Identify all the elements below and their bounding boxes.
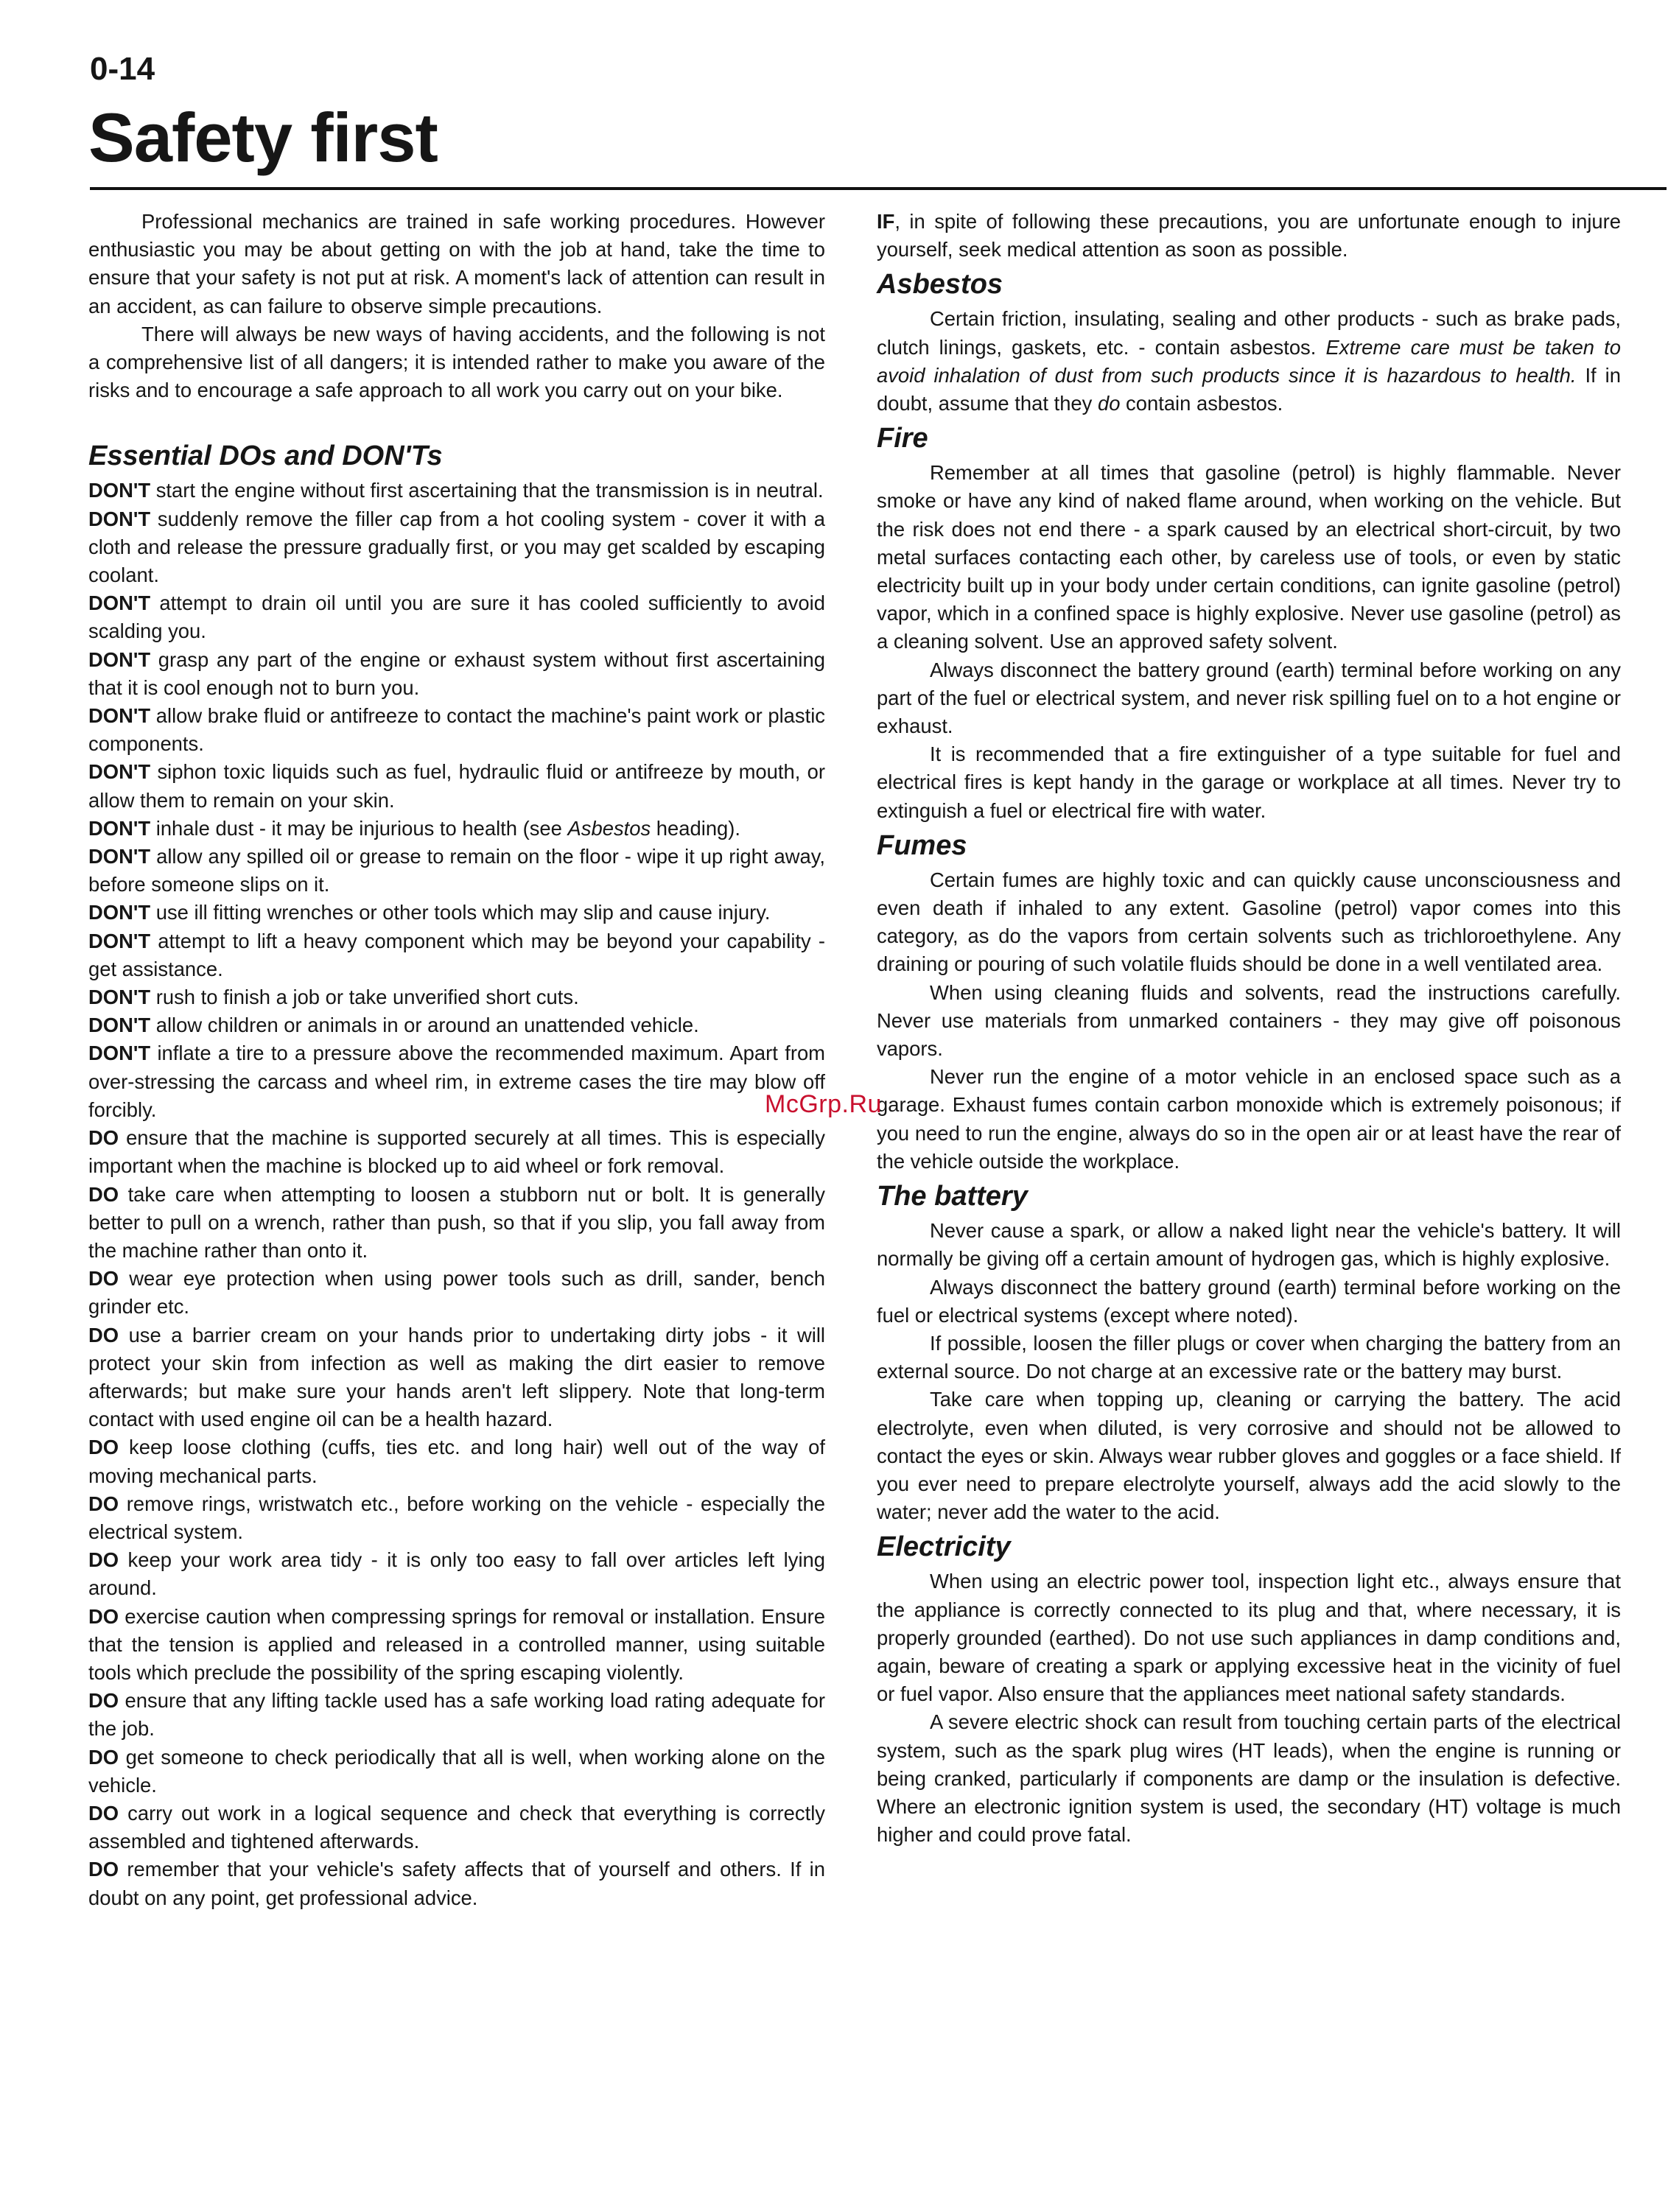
essentials-item-lead: DON'T <box>88 507 151 530</box>
page-number: 0-14 <box>90 51 155 87</box>
fire-heading: Fire <box>877 423 928 454</box>
essentials-item <box>88 758 825 814</box>
essentials-item-text: remember that your vehicle's safety affects that of yourself and others. If in doubt on any point, get professional advice. <box>88 1858 825 1909</box>
essentials-item-text: inflate a tire to a pressure above the recommended maximum. Apart from over-stressing the carcass and wheel rim, in extreme cases the tire may blow off forcibly. <box>88 1042 825 1121</box>
essentials-item-lead: DON'T <box>88 479 151 502</box>
essentials-item-text: siphon toxic liquids such as fuel, hydraulic fluid or antifreeze by mouth, or allow them to remain on your skin. <box>88 760 825 812</box>
fumes-paragraph: Certain fumes are highly toxic and can quickly cause unconsciousness and even death if inhaled to any extent. Gasoline (petrol) vapor comes into this category, as do the vapors from certain solvents such as trichloroethylene. Any draining or pouring of such volatile fluids should be done in a well ventilated area. <box>877 868 1621 976</box>
essentials-item-lead: DON'T <box>88 901 151 924</box>
essentials-item-lead: DO <box>88 1801 119 1825</box>
essentials-item <box>88 1603 825 1688</box>
if-text: , in spite of following these precautions, you are unfortunate enough to injure yourself, seek medical attention as soon as possible. <box>877 210 1621 261</box>
essentials-item-lead: DON'T <box>88 704 151 728</box>
essentials-item <box>88 1800 825 1855</box>
essentials-item <box>88 1124 825 1180</box>
battery-paragraph: Never cause a spark, or allow a naked light near the vehicle's battery. It will normally be giving off a certain amount of hydrogen gas, which is highly explosive. <box>877 1219 1621 1271</box>
essentials-item-lead: DON'T <box>88 1014 151 1037</box>
essentials-item-lead: DO <box>88 1745 119 1769</box>
essentials-item-text: inhale dust - it may be injurious to health (see <box>150 816 568 840</box>
essentials-item <box>88 983 825 1011</box>
intro-paragraph: There will always be new ways of having accidents, and the following is not a comprehensive list of all dangers; it is intended rather to make you aware of the risks and to encourage a safe approach to all work you carry out on your bike. <box>88 322 825 402</box>
essentials-item <box>88 1546 825 1602</box>
essentials-item-text: rush to finish a job or take unverified short cuts. <box>150 986 579 1009</box>
battery-paragraph: Always disconnect the battery ground (earth) terminal before working on the fuel or electrical systems (except where noted). <box>877 1275 1621 1327</box>
essentials-item-lead: DON'T <box>88 845 151 868</box>
essentials-item-text: keep your work area tidy - it is only too easy to fall over articles left lying around. <box>88 1548 825 1600</box>
essentials-item-lead: DON'T <box>88 647 151 671</box>
essentials-item-text: keep loose clothing (cuffs, ties etc. and long hair) well out of the way of moving mechanical parts. <box>88 1436 825 1487</box>
asbestos-heading: Asbestos <box>877 269 1003 301</box>
essentials-item-lead: DON'T <box>88 591 151 615</box>
fumes-paragraph: When using cleaning fluids and solvents, read the instructions carefully. Never use materials from unmarked containers - they may give off poisonous vapors. <box>877 980 1621 1061</box>
fire-paragraph: It is recommended that a fire extinguisher of a type suitable for fuel and electrical fires is kept handy in the garage or workplace at all times. Never try to extinguish a fuel or electrical fire with water. <box>877 742 1621 822</box>
essentials-item-lead: DON'T <box>88 986 151 1009</box>
essentials-item-text: attempt to lift a heavy component which may be beyond your capability - get assistance. <box>88 929 825 980</box>
essentials-item-tail: heading). <box>651 816 741 840</box>
essentials-item-text: get someone to check periodically that all is well, when working alone on the vehicle. <box>88 1745 825 1797</box>
essentials-item-text: allow brake fluid or antifreeze to contact the machine's paint work or plastic components. <box>88 704 825 756</box>
essentials-item-text: use ill fitting wrenches or other tools which may slip and cause injury. <box>150 901 771 924</box>
essentials-item <box>88 1011 825 1039</box>
battery-paragraph: If possible, loosen the filler plugs or cover when charging the battery from an external source. Do not charge at an excessive rate or the battery may burst. <box>877 1331 1621 1383</box>
watermark: McGrp.Ru <box>765 1090 882 1118</box>
battery-paragraph: Take care when topping up, cleaning or carrying the battery. The acid electrolyte, even when diluted, is very corrosive and should not be allowed to contact the eyes or skin. Always wear rubber gloves and goggles or a face shield. If you ever need to prepare electrolyte yourself, always add the acid slowly to the water; never add the water to the acid. <box>877 1388 1621 1524</box>
essentials-item-lead: DO <box>88 1436 119 1459</box>
electricity-paragraph: When using an electric power tool, inspection light etc., always ensure that the appliance is correctly connected to its plug and that, where necessary, it is properly grounded (earthed). Do not use such appliances in damp conditions and, again, beware of creating a spark or applying excessive heat in the vicinity of fuel or fuel vapor. Also ensure that the appliances meet national safety standards. <box>877 1570 1621 1706</box>
essentials-item-text: suddenly remove the filler cap from a hot cooling system - cover it with a cloth and release the pressure gradually first, or you may get scalded by escaping coolant. <box>88 507 825 587</box>
fumes-paragraph: Never run the engine of a motor vehicle in an enclosed space such as a garage. Exhaust fumes contain carbon monoxide which is extremely poisonous; if you need to run the engine, always do so in the open air or at least have the rear of the vehicle outside the workplace. <box>877 1065 1621 1173</box>
essentials-item-text: take care when attempting to loosen a stubborn nut or bolt. It is generally better to pull on a wrench, rather than push, so that if you slip, you fall away from the machine rather than onto it. <box>88 1182 825 1262</box>
asbestos-paragraph <box>877 305 1621 418</box>
essentials-item <box>88 1433 825 1489</box>
essentials-item <box>88 1744 825 1800</box>
essentials-item-text: remove rings, wristwatch etc., before working on the vehicle - especially the electrical system. <box>88 1492 825 1543</box>
electricity-heading: Electricity <box>877 1531 1011 1563</box>
essentials-item <box>88 1181 825 1265</box>
essentials-item-lead: DO <box>88 1267 119 1291</box>
fumes-heading: Fumes <box>877 829 967 861</box>
title-rule <box>90 187 1667 190</box>
fire-paragraph: Remember at all times that gasoline (petrol) is highly flammable. Never smoke or have any kind of naked flame around, when working on the vehicle. But the risk does not end there - a spark caused by an electrical short-circuit, by two metal surfaces contacting each other, by careless use of tools, or even by static electricity built up in your body under certain conditions, can ignite gasoline (petrol) vapor, which in a confined space is highly explosive. Never use gasoline (petrol) as a cleaning solvent. Use an approved safety solvent. <box>877 461 1621 653</box>
essentials-item-lead: DO <box>88 1689 119 1713</box>
essentials-item-text: allow any spilled oil or grease to remain on the floor - wipe it up right away, before someone slips on it. <box>88 845 825 896</box>
essentials-item <box>88 589 825 645</box>
fire-paragraph: Always disconnect the battery ground (earth) terminal before working on any part of the fuel or electrical system, and never risk spilling fuel on to a hot engine or exhaust. <box>877 658 1621 738</box>
essentials-item-lead: DO <box>88 1604 119 1628</box>
asbestos-emphasis: do <box>1097 392 1121 415</box>
essentials-item <box>88 477 825 505</box>
if-lead: IF <box>877 210 895 233</box>
intro-paragraph: Professional mechanics are trained in safe working procedures. However enthusiastic you may be about getting on with the job at hand, take the time to ensure that your safety is not put at risk. A moment's lack of attention can result in an accident, as can failure to observe simple precautions. <box>88 210 825 317</box>
essentials-item-lead: DO <box>88 1126 119 1150</box>
essentials-item-lead: DON'T <box>88 816 151 840</box>
electricity-paragraph: A severe electric shock can result from touching certain parts of the electrical system, such as the spark plug wires (HT leads), when the engine is running or being cranked, particularly if components are damp or the insulation is defective. Where an electronic ignition system is used, the secondary (HT) voltage is much higher and could prove fatal. <box>877 1710 1621 1847</box>
if-note <box>877 208 1621 264</box>
essentials-item-text: exercise caution when compressing springs for removal or installation. Ensure that the tension is applied and released in a controlled manner, using suitable tools which preclude the possibility of the spring escaping violently. <box>88 1604 825 1684</box>
essentials-item <box>88 1687 825 1743</box>
essentials-item-lead: DON'T <box>88 760 151 784</box>
essentials-item-lead: DO <box>88 1323 119 1346</box>
essentials-item-lead: DON'T <box>88 1042 151 1065</box>
essentials-item <box>88 1265 825 1321</box>
page-title: Safety first <box>88 99 438 176</box>
essentials-item-text: start the engine without first ascertaining that the transmission is in neutral. <box>150 479 824 502</box>
essentials-item-text: carry out work in a logical sequence and check that everything is correctly assembled and tightened afterwards. <box>88 1801 825 1853</box>
essentials-item-text: grasp any part of the engine or exhaust system without first ascertaining that it is cool enough not to burn you. <box>88 647 825 699</box>
asbestos-warning: Extreme care must be taken to avoid inhalation of dust from such products since it is hazardous to health. <box>877 335 1622 387</box>
asbestos-text: contain asbestos. <box>1120 392 1283 415</box>
essentials-item <box>88 1490 825 1546</box>
essentials-item <box>88 646 825 702</box>
essentials-item-text: allow children or animals in or around an unattended vehicle. <box>150 1014 699 1037</box>
essentials-item-ref: Asbestos <box>567 816 651 840</box>
essentials-item <box>88 1855 825 1911</box>
essentials-item <box>88 1321 825 1434</box>
asbestos-text: If in doubt, assume that they <box>877 363 1621 415</box>
essentials-item <box>88 843 825 899</box>
battery-heading: The battery <box>877 1181 1028 1212</box>
essentials-item-lead: DON'T <box>88 929 151 952</box>
essentials-item-text: use a barrier cream on your hands prior to undertaking dirty jobs - it will protect your skin from infection as well as making the dirt easier to remove afterwards; but make sure your hands aren't left slippery. Note that long-term contact with used engine oil can be a health hazard. <box>88 1323 825 1431</box>
essentials-list <box>88 477 825 1911</box>
essentials-heading: Essential DOs and DON'Ts <box>88 440 443 472</box>
right-column <box>877 208 1621 1849</box>
essentials-item-lead: DO <box>88 1492 119 1515</box>
left-column <box>88 208 825 1912</box>
essentials-item <box>88 702 825 758</box>
essentials-item-lead: DO <box>88 1858 119 1881</box>
essentials-item-text: attempt to drain oil until you are sure it has cooled sufficiently to avoid scalding you. <box>88 591 825 643</box>
essentials-item-text: wear eye protection when using power tools such as drill, sander, bench grinder etc. <box>88 1267 825 1319</box>
essentials-item-text: ensure that the machine is supported securely at all times. This is especially important when the machine is blocked up to aid wheel or fork removal. <box>88 1126 825 1178</box>
essentials-item <box>88 815 825 843</box>
essentials-item <box>88 505 825 590</box>
asbestos-text: Certain friction, insulating, sealing and other products - such as brake pads, clutch linings, gaskets, etc. - contain asbestos. <box>877 307 1621 359</box>
essentials-item <box>88 899 825 927</box>
essentials-item <box>88 1039 825 1124</box>
essentials-item-lead: DO <box>88 1548 119 1572</box>
essentials-item-lead: DO <box>88 1182 119 1206</box>
essentials-item-text: ensure that any lifting tackle used has a safe working load rating adequate for the job. <box>88 1689 825 1741</box>
essentials-item <box>88 927 825 983</box>
